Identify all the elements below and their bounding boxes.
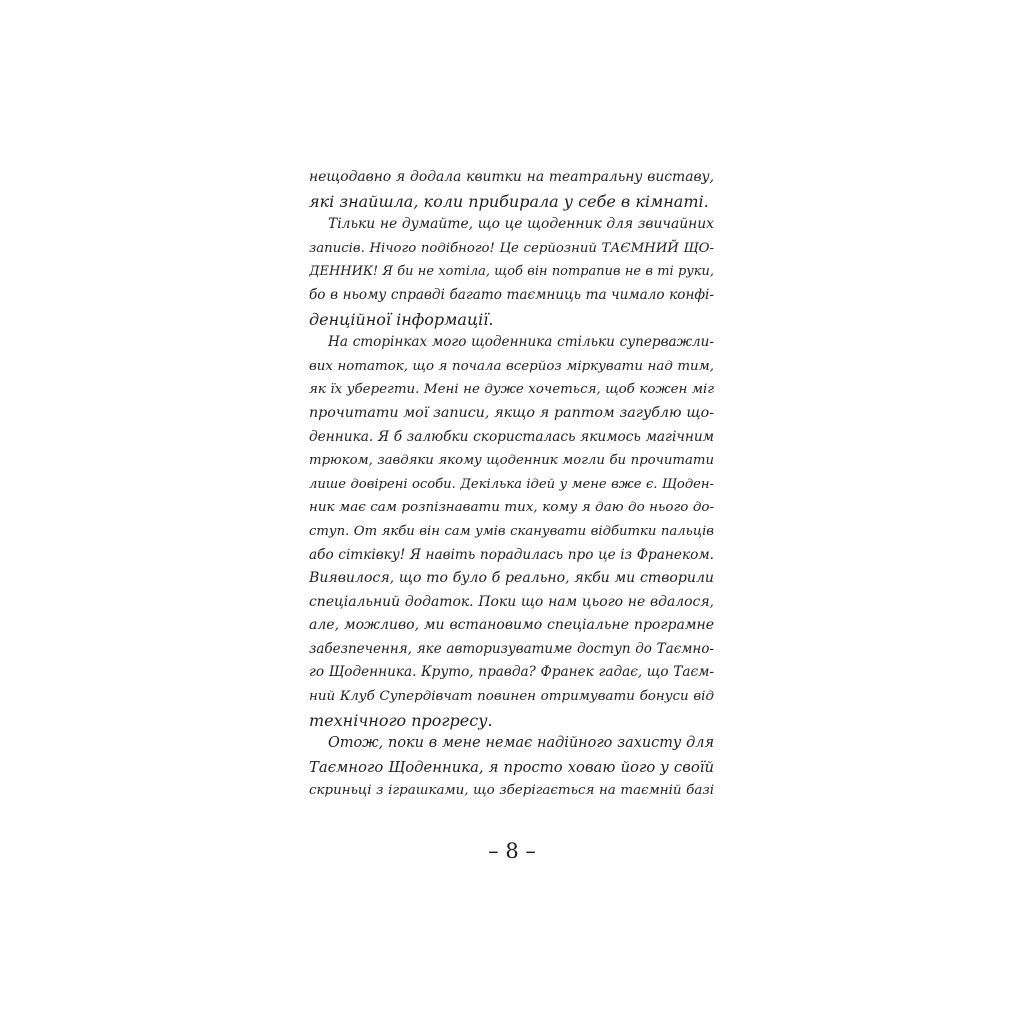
text-line: ний Клуб Супердівчат повинен отримувати бонуси від — [309, 689, 714, 705]
text-line: бо в ньому справді багато таємниць та чимало конфі- — [309, 286, 714, 303]
text-line: трюком, завдяки якому щоденник могли би прочитати — [309, 453, 714, 469]
text-line: денційної інформації. — [309, 309, 494, 329]
text-line: але, можливо, ми встановимо спеціальне програмне — [309, 617, 714, 634]
text-line: або сітківку! Я навіть порадилась про це із Франеком. — [309, 546, 714, 563]
text-line: денника. Я б залюбки скористалась якимось магічним — [309, 428, 714, 445]
text-line: вих нотаток, що я почала всерйоз міркувати над тим, — [309, 358, 714, 374]
body-text — [309, 166, 714, 803]
text-line: спеціальний додаток. Поки що нам цього не вдалося, — [309, 593, 714, 610]
text-line: прочитати мої записи, якщо я раптом загублю що- — [309, 404, 714, 421]
text-line: забезпечення, яке авторизуватиме доступ до Таємно- — [309, 640, 714, 657]
text-line: записів. Нічого подібного! Це серйозний ТАЄМНИЙ ЩО- — [309, 240, 714, 256]
text-line: Тільки не думайте, що це щоденник для звичайних — [328, 216, 714, 233]
text-line: технічного прогресу. — [309, 710, 493, 730]
text-line: скриньці з іграшками, що зберігається на таємній базі — [309, 783, 714, 799]
text-line: ступ. От якби він сам умів сканувати відбитки пальців — [309, 523, 714, 539]
text-line: На сторінках мого щоденника стільки суперважли- — [328, 334, 714, 351]
text-line: лише довірені особи. Декілька ідей у мене вже є. Щоден- — [309, 476, 714, 492]
text-line: як їх уберегти. Мені не дуже хочеться, щоб кожен міг — [309, 382, 714, 398]
text-line: ник має сам розпізнавати тих, кому я даю до нього до- — [309, 500, 714, 516]
text-line: Отож, поки в мене немає надійного захисту для — [328, 735, 714, 752]
text-line: Виявилося, що то було б реально, якби ми створили — [309, 570, 714, 587]
text-line: нещодавно я додала квитки на театральну виставу, — [309, 169, 714, 185]
page-number: – 8 – — [488, 839, 536, 863]
text-line: го Щоденника. Круто, правда? Франек гадає, що Таєм- — [309, 664, 714, 681]
text-line: які знайшла, коли прибирала у себе в кімнаті. — [309, 191, 709, 211]
text-line: ДЕННИК! Я би не хотіла, щоб він потрапив не в ті руки, — [309, 264, 714, 280]
text-line: Таємного Щоденника, я просто ховаю його у своїй — [309, 758, 714, 776]
